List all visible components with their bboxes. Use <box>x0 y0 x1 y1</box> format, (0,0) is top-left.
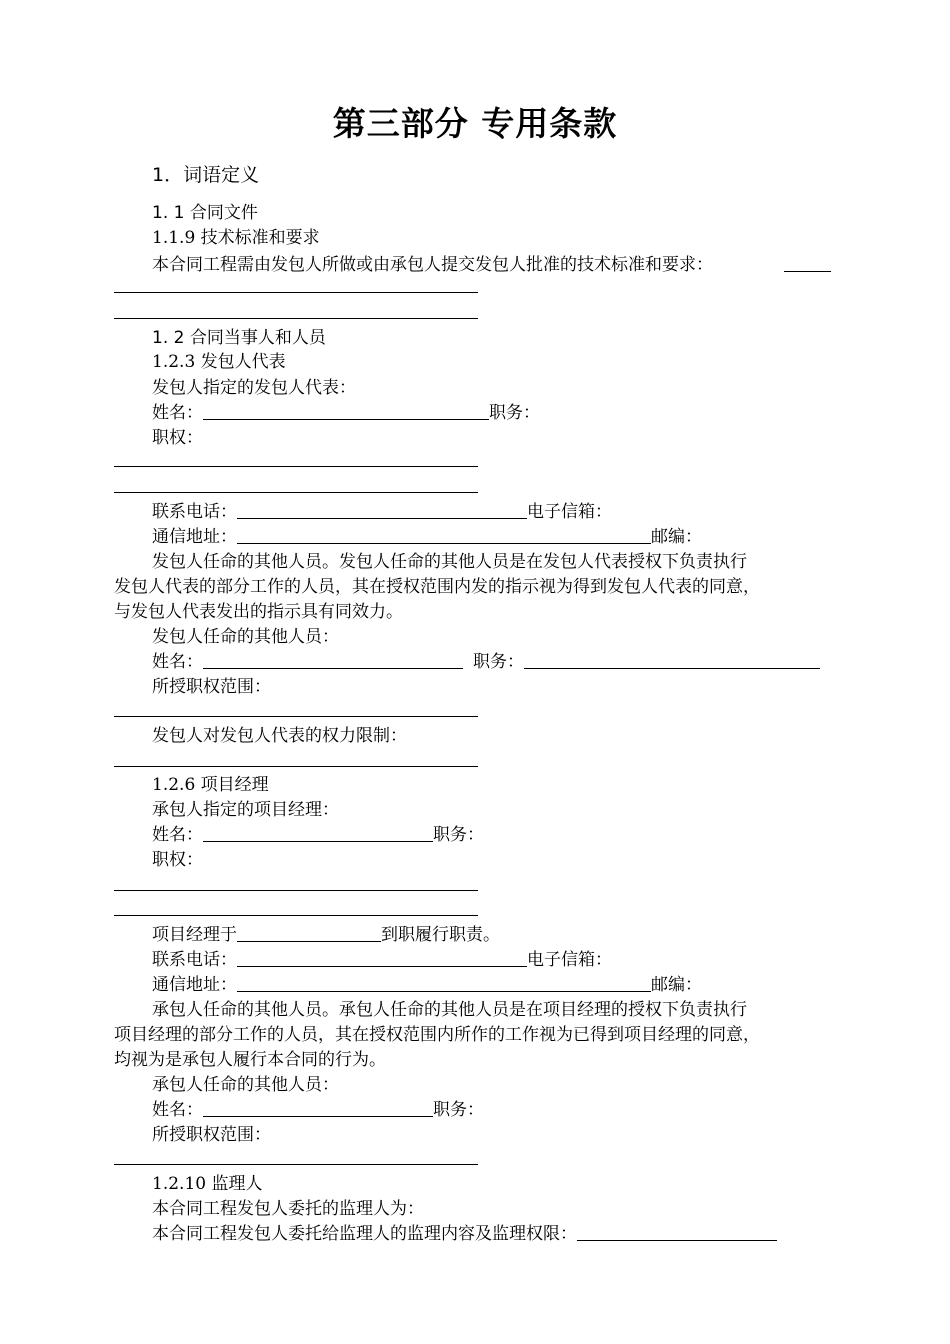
standards-label: 本合同工程需由发包人所做或由承包人提交发包人批准的技术标准和要求： <box>152 255 713 275</box>
name-label: 姓名： <box>152 825 203 845</box>
phone-label: 联系电话： <box>152 950 237 970</box>
name-label: 姓名： <box>152 1100 203 1120</box>
blank-line <box>114 915 478 916</box>
phone-fill-line <box>237 949 527 967</box>
blank-line <box>114 318 478 319</box>
name-label: 姓名： <box>152 652 203 672</box>
email-label: 电子信箱： <box>527 502 612 522</box>
rep-address-row <box>152 525 702 549</box>
phone-fill-line <box>237 501 527 519</box>
blank-line <box>114 492 478 493</box>
section-heading-1-1: 1. 1 合同文件 <box>152 203 258 223</box>
address-fill-line <box>237 974 651 992</box>
subsection-1-2-10: 1.2.10 监理人 <box>152 1174 263 1194</box>
paragraph-line: 与发包人代表发出的指示具有同效力。 <box>114 602 403 622</box>
authority-label: 职权： <box>152 428 203 448</box>
position-label: 职务： <box>433 825 484 845</box>
paragraph-line: 发包人任命的其他人员。发包人任命的其他人员是在发包人代表授权下负责执行 <box>152 552 747 572</box>
address-fill-line <box>237 526 651 544</box>
supervisor-scope-row <box>152 1222 777 1246</box>
rep-limits-label: 发包人对发包人代表的权力限制： <box>152 726 407 746</box>
rep-name-row <box>152 401 540 425</box>
subsection-1-2-6: 1.2.6 项目经理 <box>152 775 269 795</box>
blank-line <box>114 716 478 717</box>
name-fill-line <box>203 824 433 842</box>
blank-line <box>114 466 478 467</box>
contractor-others-label: 承包人任命的其他人员： <box>152 1075 339 1095</box>
scope-fill-line <box>577 1223 777 1241</box>
pm-start-suffix: 到职履行职责。 <box>381 925 500 945</box>
paragraph-line: 均视为是承包人履行本合同的行为。 <box>114 1050 386 1070</box>
blank-line <box>114 292 478 293</box>
standards-fill-line <box>784 271 831 272</box>
position-label: 职务： <box>489 403 540 423</box>
subsection-1-2-3: 1.2.3 发包人代表 <box>152 352 286 372</box>
rep-phone-row <box>152 500 612 524</box>
postcode-label: 邮编： <box>651 527 702 547</box>
blank-line <box>114 890 478 891</box>
paragraph-line: 发包人代表的部分工作的人员，其在授权范围内发的指示视为得到发包人代表的同意， <box>114 577 760 597</box>
blank-line <box>114 766 478 767</box>
position-label: 职务： <box>473 652 524 672</box>
others-name-row <box>152 650 820 674</box>
position-label: 职务： <box>433 1100 484 1120</box>
postcode-label: 邮编： <box>651 975 702 995</box>
name-fill-line <box>203 402 489 420</box>
section-heading-1-2: 1. 2 合同当事人和人员 <box>152 328 326 348</box>
address-label: 通信地址： <box>152 975 237 995</box>
pm-start-row <box>152 923 500 947</box>
paragraph-line: 承包人任命的其他人员。承包人任命的其他人员是在项目经理的授权下负责执行 <box>152 1000 747 1020</box>
position-fill-line <box>524 651 820 669</box>
paragraph-line: 项目经理的部分工作的人员，其在授权范围内所作的工作视为已得到项目经理的同意， <box>114 1025 760 1045</box>
date-fill-line <box>237 924 381 942</box>
c-others-name-row <box>152 1098 484 1122</box>
pm-start-label: 项目经理于 <box>152 925 237 945</box>
blank-line <box>114 1164 478 1165</box>
name-fill-line <box>203 651 463 669</box>
scope-label: 所授职权范围： <box>152 677 271 697</box>
phone-label: 联系电话： <box>152 502 237 522</box>
address-label: 通信地址： <box>152 527 237 547</box>
employer-rep-label: 发包人指定的发包人代表： <box>152 378 356 398</box>
project-manager-label: 承包人指定的项目经理： <box>152 800 339 820</box>
name-fill-line <box>203 1099 433 1117</box>
pm-name-row <box>152 823 484 847</box>
supervisor-scope-label: 本合同工程发包人委托给监理人的监理内容及监理权限： <box>152 1224 577 1244</box>
name-label: 姓名： <box>152 403 203 423</box>
authority-label: 职权： <box>152 850 203 870</box>
scope-label: 所授职权范围： <box>152 1125 271 1145</box>
page-title: 第三部分 专用条款 <box>332 104 618 143</box>
employer-others-label: 发包人任命的其他人员： <box>152 627 339 647</box>
pm-address-row <box>152 973 702 997</box>
section-heading-1: 1．词语定义 <box>152 164 260 186</box>
supervisor-label: 本合同工程发包人委托的监理人为： <box>152 1199 424 1219</box>
email-label: 电子信箱： <box>527 950 612 970</box>
subsection-1-1-9: 1.1.9 技术标准和要求 <box>152 228 320 248</box>
pm-phone-row <box>152 948 612 972</box>
